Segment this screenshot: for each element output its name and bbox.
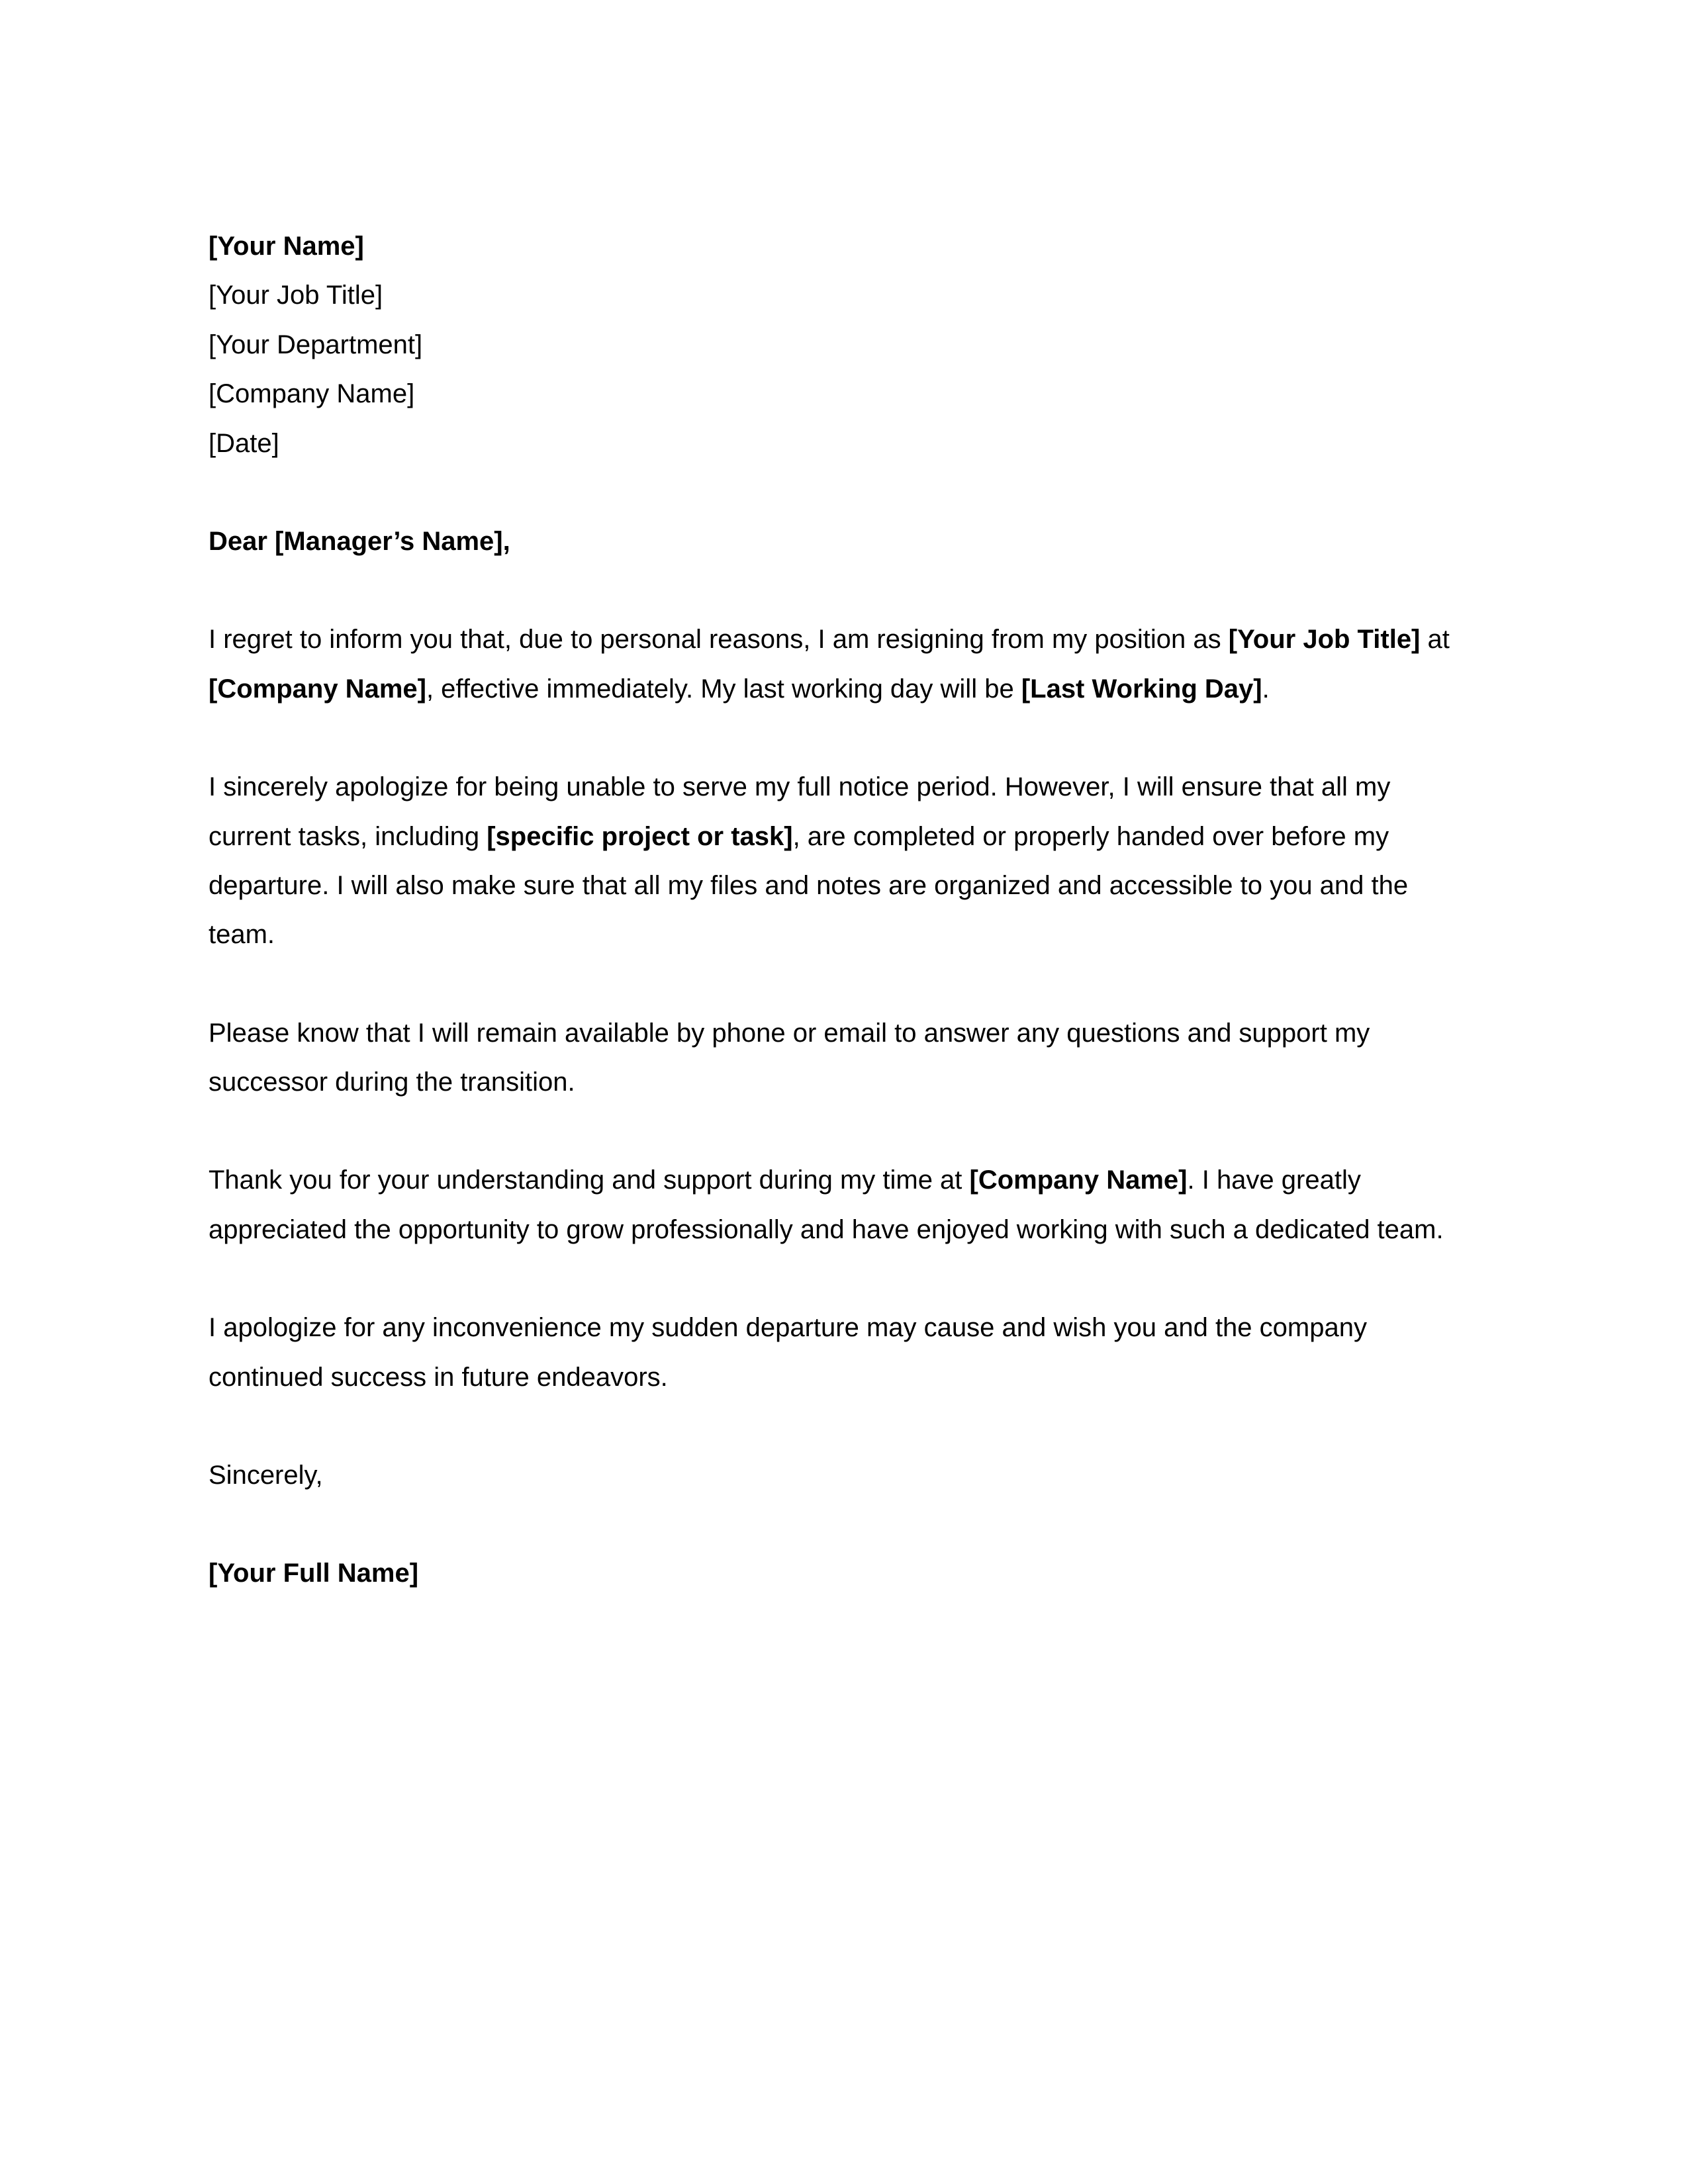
- placeholder-field: [Company Name]: [209, 674, 426, 704]
- paragraph-3: [209, 1009, 1460, 1107]
- address-line: [Your Name]: [209, 232, 364, 261]
- placeholder-field: [Company Name]: [969, 1165, 1188, 1195]
- salutation: Dear [Manager’s Name],: [209, 526, 510, 556]
- address-line: [Company Name]: [209, 379, 415, 409]
- placeholder-field: [Your Job Title]: [1228, 625, 1421, 655]
- letter-body: [209, 222, 1460, 1598]
- placeholder-field: [Last Working Day]: [1021, 674, 1262, 704]
- paragraph-text: Thank you for your understanding and support during my time at: [209, 1165, 970, 1195]
- paragraph-text: I sincerely apologize for being unable to serve my full notice period. However, I will ensure that all my current tasks, including: [209, 772, 1391, 851]
- paragraph-text: . I have greatly appreciated the opportunity to grow professionally and have enjoyed working with such a dedicated team.: [209, 1165, 1444, 1244]
- letter-paragraphs: [209, 615, 1460, 1402]
- paragraph-text: Please know that I will remain available by phone or email to answer any questions and support my successor during the transition.: [209, 1018, 1370, 1097]
- paragraph-text: I regret to inform you that, due to personal reasons, I am resigning from my position as: [209, 625, 1229, 655]
- paragraph-5: [209, 1303, 1460, 1402]
- address-line: [Date]: [209, 428, 279, 458]
- paragraph-text: I apologize for any inconvenience my sudden departure may cause and wish you and the company continued success in future endeavors.: [209, 1313, 1367, 1392]
- address-line: [Your Job Title]: [209, 281, 383, 310]
- paragraph-text: .: [1262, 674, 1270, 704]
- address-line: [Your Department]: [209, 330, 423, 359]
- placeholder-field: [specific project or task]: [487, 821, 793, 851]
- signature-name: [Your Full Name]: [209, 1559, 419, 1588]
- paragraph-text: , are completed or properly handed over before my departure. I will also make sure that all my files and notes are organized and accessible to you and the team.: [209, 821, 1409, 950]
- paragraph-4: [209, 1156, 1460, 1254]
- paragraph-2: [209, 762, 1460, 960]
- paragraph-text: , effective immediately. My last working day will be: [426, 674, 1021, 704]
- paragraph-text: at: [1420, 625, 1450, 655]
- paragraph-1: [209, 615, 1460, 713]
- sender-address-block: [209, 222, 1460, 468]
- closing-line: Sincerely,: [209, 1461, 323, 1490]
